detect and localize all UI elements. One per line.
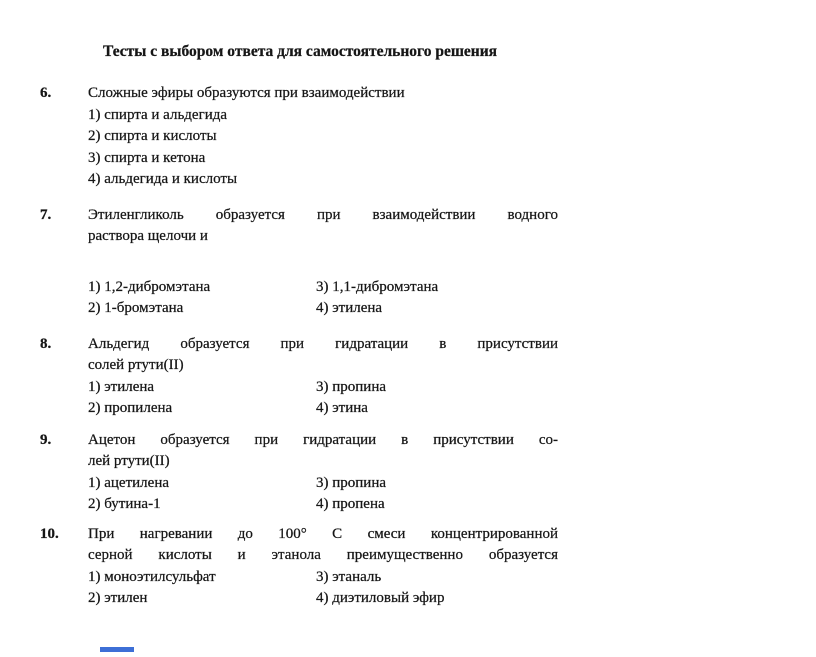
answer-option: 1) ацетилена — [88, 474, 169, 491]
answer-option: 4) альдегида и кислоты — [88, 171, 238, 187]
question-number: 10. — [40, 525, 59, 542]
question-text-line: серной кислоты и этанола преимущественно образуется — [88, 547, 558, 563]
answers-list — [88, 473, 558, 516]
question-7 — [40, 205, 560, 320]
answer-option: 2) бутина-1 — [88, 496, 161, 512]
answer-option: 3) этаналь — [316, 568, 382, 585]
answers-column-left — [88, 567, 316, 610]
answers-list — [88, 105, 558, 191]
answer-option: 1) 1,2-дибромэтана — [88, 278, 211, 295]
question-number: 8. — [40, 335, 52, 352]
page-title: Тесты с выбором ответа для самостоятельного решения — [102, 43, 498, 60]
answer-option: 3) 1,1-дибромэтана — [316, 278, 439, 295]
question-text-line: солей ртути(II) — [88, 357, 184, 373]
question-body — [88, 524, 558, 610]
question-body — [88, 430, 558, 516]
answer-option: 1) спирта и альдегида — [88, 106, 228, 123]
answer-option: 1) моноэтилсульфат — [88, 568, 216, 585]
answers-column-left — [88, 473, 316, 516]
answer-option: 1) этилена — [88, 378, 155, 395]
question-text-line: Альдегид образуется при гидратации в присутствии — [88, 335, 558, 352]
question-text-line: лей ртути(II) — [88, 453, 170, 469]
answers-column-left — [88, 277, 316, 320]
question-number: 9. — [40, 431, 52, 448]
question-6 — [40, 83, 560, 191]
answers-column-left — [88, 377, 316, 420]
answer-option: 4) этилена — [316, 300, 383, 316]
answer-option: 2) спирта и кислоты — [88, 128, 217, 144]
question-8 — [40, 334, 560, 420]
question-body — [88, 205, 558, 320]
answers-column-right — [316, 567, 558, 610]
answer-option: 2) 1-бромэтана — [88, 300, 184, 316]
answer-option: 3) пропина — [316, 474, 387, 491]
question-text-line: При нагревании до 100° С смеси концентрированной — [88, 525, 558, 542]
answer-option: 2) пропилена — [88, 400, 173, 416]
answer-option: 4) этина — [316, 400, 368, 416]
answer-option: 4) диэтиловый эфир — [316, 590, 445, 606]
answers-list — [88, 567, 558, 610]
question-text-line: Этиленгликоль образуется при взаимодействии водного — [88, 206, 558, 223]
answer-option: 4) пропена — [316, 496, 385, 512]
answers-column-right — [316, 277, 558, 320]
question-number: 7. — [40, 206, 52, 223]
question-9 — [40, 430, 560, 516]
answer-option: 2) этилен — [88, 590, 148, 606]
question-text-line: Сложные эфиры образуются при взаимодействии — [88, 85, 405, 101]
question-text-line: раствора щелочи и — [88, 228, 208, 244]
answers-list — [88, 277, 558, 320]
question-number: 6. — [40, 85, 52, 101]
answer-option: 3) спирта и кетона — [88, 149, 206, 166]
answers-column-right — [316, 377, 558, 420]
question-text-line: Ацетон образуется при гидратации в присутствии со- — [88, 431, 558, 448]
answers-list — [88, 377, 558, 420]
progress-accent-bar — [100, 647, 134, 652]
answer-option: 3) пропина — [316, 378, 387, 395]
question-body — [88, 334, 558, 420]
test-content — [40, 40, 560, 610]
answers-column-right — [316, 473, 558, 516]
question-body — [88, 83, 558, 191]
question-10 — [40, 524, 560, 610]
